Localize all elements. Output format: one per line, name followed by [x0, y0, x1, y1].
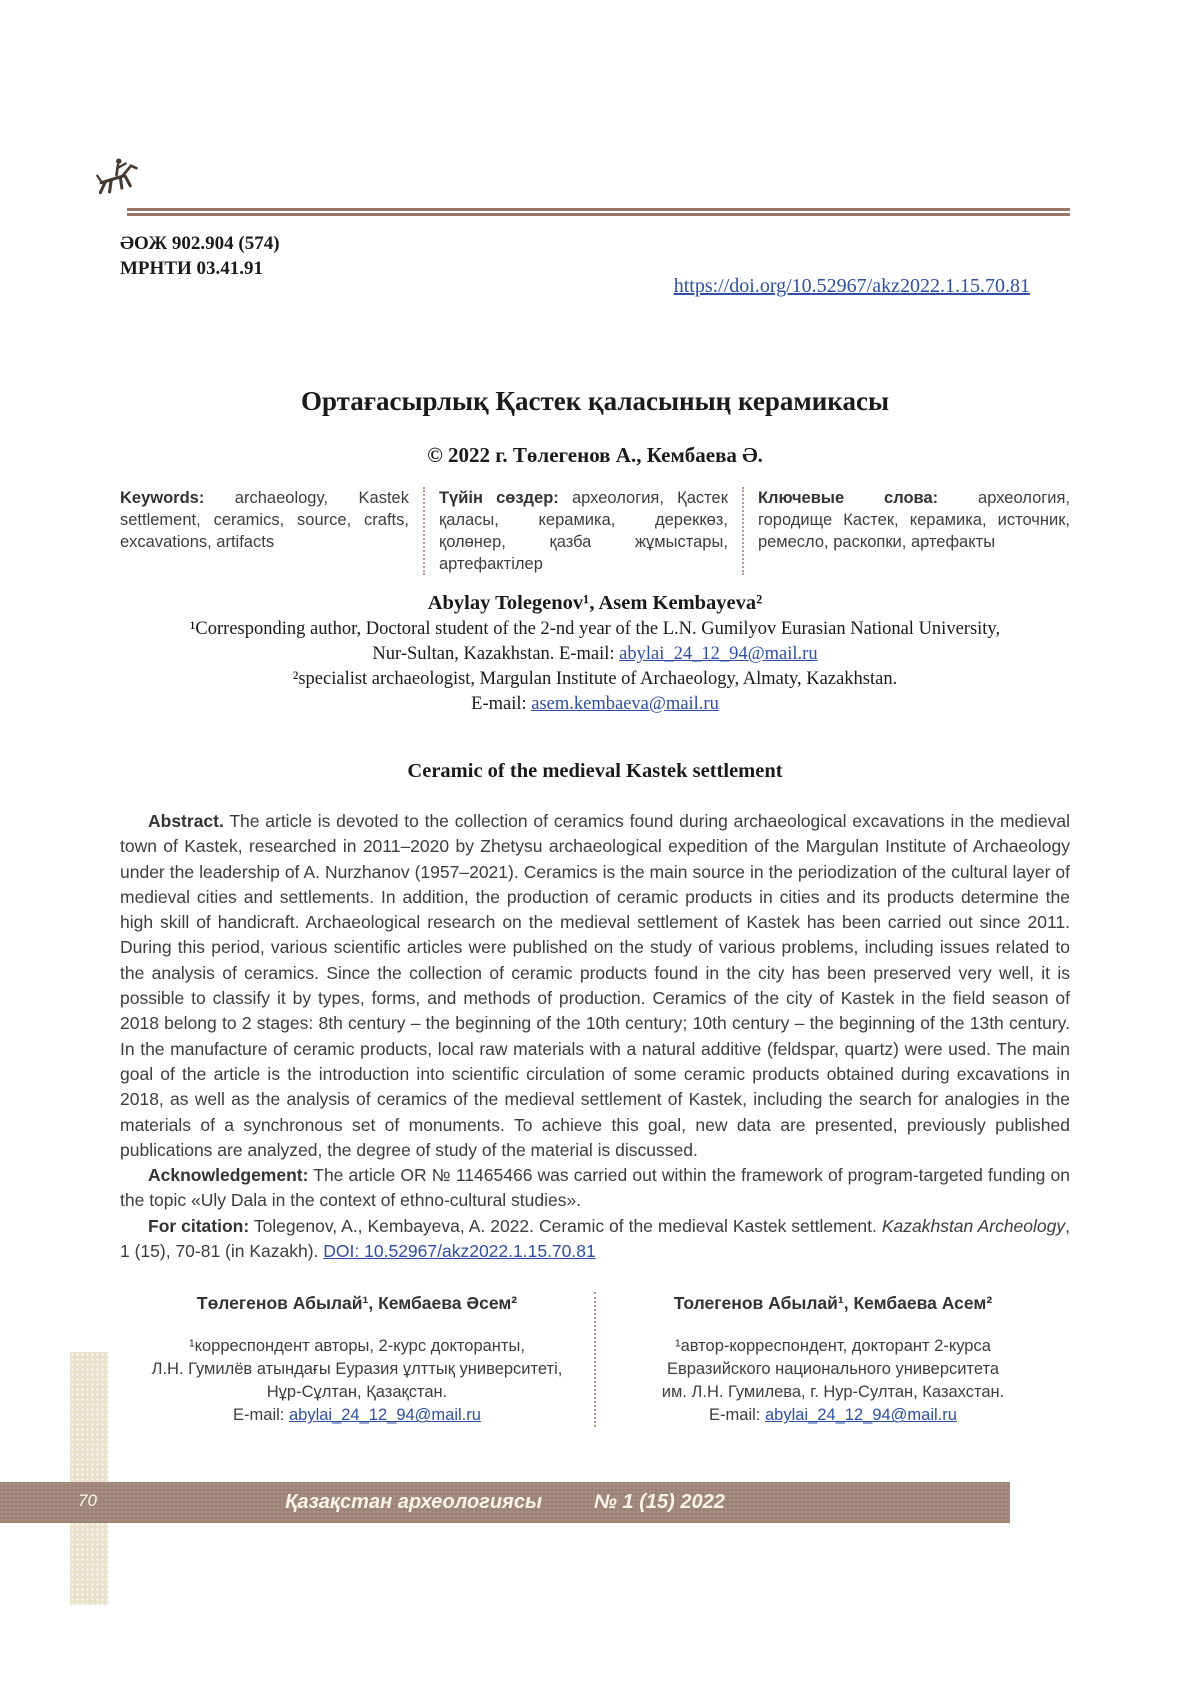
- keywords-ru-text: археология, городище Кастек, керамика, источник, ремесло, раскопки, артефакты: [757, 489, 1071, 551]
- acknowledgement-label: Acknowledgement:: [148, 1165, 309, 1186]
- email-link-kk[interactable]: abylai_24_12_94@mail.ru: [288, 1406, 481, 1425]
- keywords-en-text: archaeology, Kastek settlement, ceramics, source, crafts, excavations, artifacts: [120, 489, 409, 551]
- email-link-ru[interactable]: abylai_24_12_94@mail.ru: [764, 1406, 957, 1425]
- keywords-en-label: Keywords:: [120, 489, 205, 507]
- doi-link[interactable]: https://doi.org/10.52967/akz2022.1.15.70.81: [673, 275, 1030, 297]
- authors-kk-email-line: E-mail: abylai_24_12_94@mail.ru: [233, 1406, 481, 1425]
- citation-paragraph: For citation: Tolegenov, A., Kembayeva, A. 2022. Ceramic of the medieval Kastek settlement. Kazakhstan Archeology, 1 (15), 70-81 (in Kazakh). DOI: 10.52967/akz2022.1.15.70.81: [120, 1215, 1070, 1262]
- authors-kk-line: Л.Н. Гумилёв атындағы Еуразия ұлттық университеті,: [151, 1360, 563, 1379]
- keywords-en: [120, 487, 409, 575]
- affiliation-line: Nur-Sultan, Kazakhstan. E-mail: abylai_24_12_94@mail.ru: [372, 644, 818, 664]
- keywords-ru: [742, 487, 1070, 575]
- journal-name-italic: Kazakhstan Archeology: [881, 1215, 1066, 1236]
- email-link-tolegenov[interactable]: abylai_24_12_94@mail.ru: [619, 644, 818, 664]
- affiliation-line: ¹Corresponding author, Doctoral student of the 2-nd year of the L.N. Gumilyov Eurasian National University,: [189, 619, 1001, 639]
- authors-en-affiliation: [120, 617, 1070, 717]
- article-title-en: Ceramic of the medieval Kastek settlement: [407, 760, 783, 782]
- article-front-matter: [120, 809, 1070, 1264]
- affiliation-line: E-mail: asem.kembaeva@mail.ru: [471, 694, 719, 714]
- citation-doi-link[interactable]: DOI: 10.52967/akz2022.1.15.70.81: [323, 1241, 596, 1262]
- citation-label: For citation:: [148, 1215, 250, 1236]
- mrnti-code: МРНТИ 03.41.91: [120, 258, 264, 279]
- keywords-kk-text: археология, Қастек қаласы, керамика, дереккөз, қолөнер, қазба жұмыстары, артефактілер: [438, 489, 728, 573]
- page-number: 70: [78, 1491, 97, 1510]
- authors-ru-names: Толегенов Абылай¹, Кембаева Асем²: [673, 1293, 993, 1314]
- double-rule: [127, 208, 1070, 216]
- abstract-paragraph: Abstract. The article is devoted to the collection of ceramics found during archaeological excavations in the medieval town of Kastek, researched in 2011–2020 by Zhetysu archaeological expedition of the Margulan Institute of Archaeology under the leadership of A. Nurzhanov (1957–2021). Ceramics is the main source in the periodization of the cultural layer of medieval cities and settlements. In addition, the production of ceramic products in cities and its products determine the high skill of handicraft. Archaeological research on the medieval settlement of Kastek has been carried out since 2011. During this period, various scientific articles were published on the study of various problems, including issues related to the analysis of ceramics. Since the collection of ceramic products found in the city has been preserved very well, it is possible to classify it by types, forms, and methods of production. Ceramics of the city of Kastek in the field season of 2018 belong to 2 stages: 8th century – the beginning of the 10th century; 10th century – the beginning of the 13th century. In the manufacture of ceramic products, local raw materials with a natural additive (feldspar, quartz) were used. The main goal of the article is the introduction into scientific circulation of some ceramic products obtained during excavations in 2018, as well as the analysis of ceramics of the medieval settlement of Kastek, including the search for analogies in the materials of a synchronous set of monuments. To achieve this goal, new data are presented, previously published publications are analyzed, the degree of study of the material is discussed.: [120, 811, 1070, 1160]
- authors-ru-line: им. Л.Н. Гумилева, г. Нур-Султан, Казахстан.: [661, 1383, 1005, 1402]
- authors-kk-line: ¹корреспондент авторы, 2-курс докторанты,: [189, 1337, 525, 1356]
- authors-en-names: Abylay Tolegenov¹, Asem Kembayeva²: [427, 592, 763, 614]
- footer-issue-label: № 1 (15) 2022: [594, 1491, 725, 1513]
- udc-code: ӘОЖ 902.904 (574): [120, 233, 280, 254]
- footer-journal-name: Қазақстан археологиясы: [285, 1491, 543, 1513]
- authors-kk-block: [120, 1292, 594, 1427]
- keywords-kk-label: Түйін сөздер:: [438, 489, 559, 507]
- authors-ru-line: Евразийского национального университета: [666, 1360, 1000, 1379]
- bottom-author-blocks: [120, 1292, 1070, 1427]
- authors-kk-names: Төлегенов Абылай¹, Кембаева Әсем²: [196, 1293, 518, 1314]
- acknowledgement-paragraph: Acknowledgement: The article OR № 11465466 was carried out within the framework of program-targeted funding on the topic «Uly Dala in the context of ethno-cultural studies».: [120, 1165, 1070, 1211]
- authors-kk-line: Нұр-Сұлтан, Қазақстан.: [266, 1383, 448, 1402]
- footer-bar: [0, 1482, 1010, 1523]
- horse-rider-petroglyph-icon: [95, 150, 141, 200]
- email-link-kembayeva[interactable]: asem.kembaeva@mail.ru: [531, 694, 719, 714]
- keywords-kk: [423, 487, 728, 575]
- abstract-label: Abstract.: [148, 811, 224, 831]
- authors-ru-email-line: E-mail: abylai_24_12_94@mail.ru: [709, 1406, 957, 1425]
- copyright-line: © 2022 г. Төлегенов А., Кембаева Ә.: [427, 443, 763, 467]
- authors-ru-line: ¹автор-корреспондент, докторант 2-курса: [675, 1337, 991, 1356]
- keywords-ru-label: Ключевые слова:: [757, 489, 939, 507]
- authors-ru-block: [594, 1292, 1070, 1427]
- article-title-kz: Ортағасырлық Қастек қаласының керамикасы: [300, 386, 890, 416]
- affiliation-line: ²specialist archaeologist, Margulan Institute of Archaeology, Almaty, Kazakhstan.: [292, 669, 898, 689]
- beige-decor-strip: [70, 1352, 108, 1605]
- keywords-block: [120, 487, 1070, 575]
